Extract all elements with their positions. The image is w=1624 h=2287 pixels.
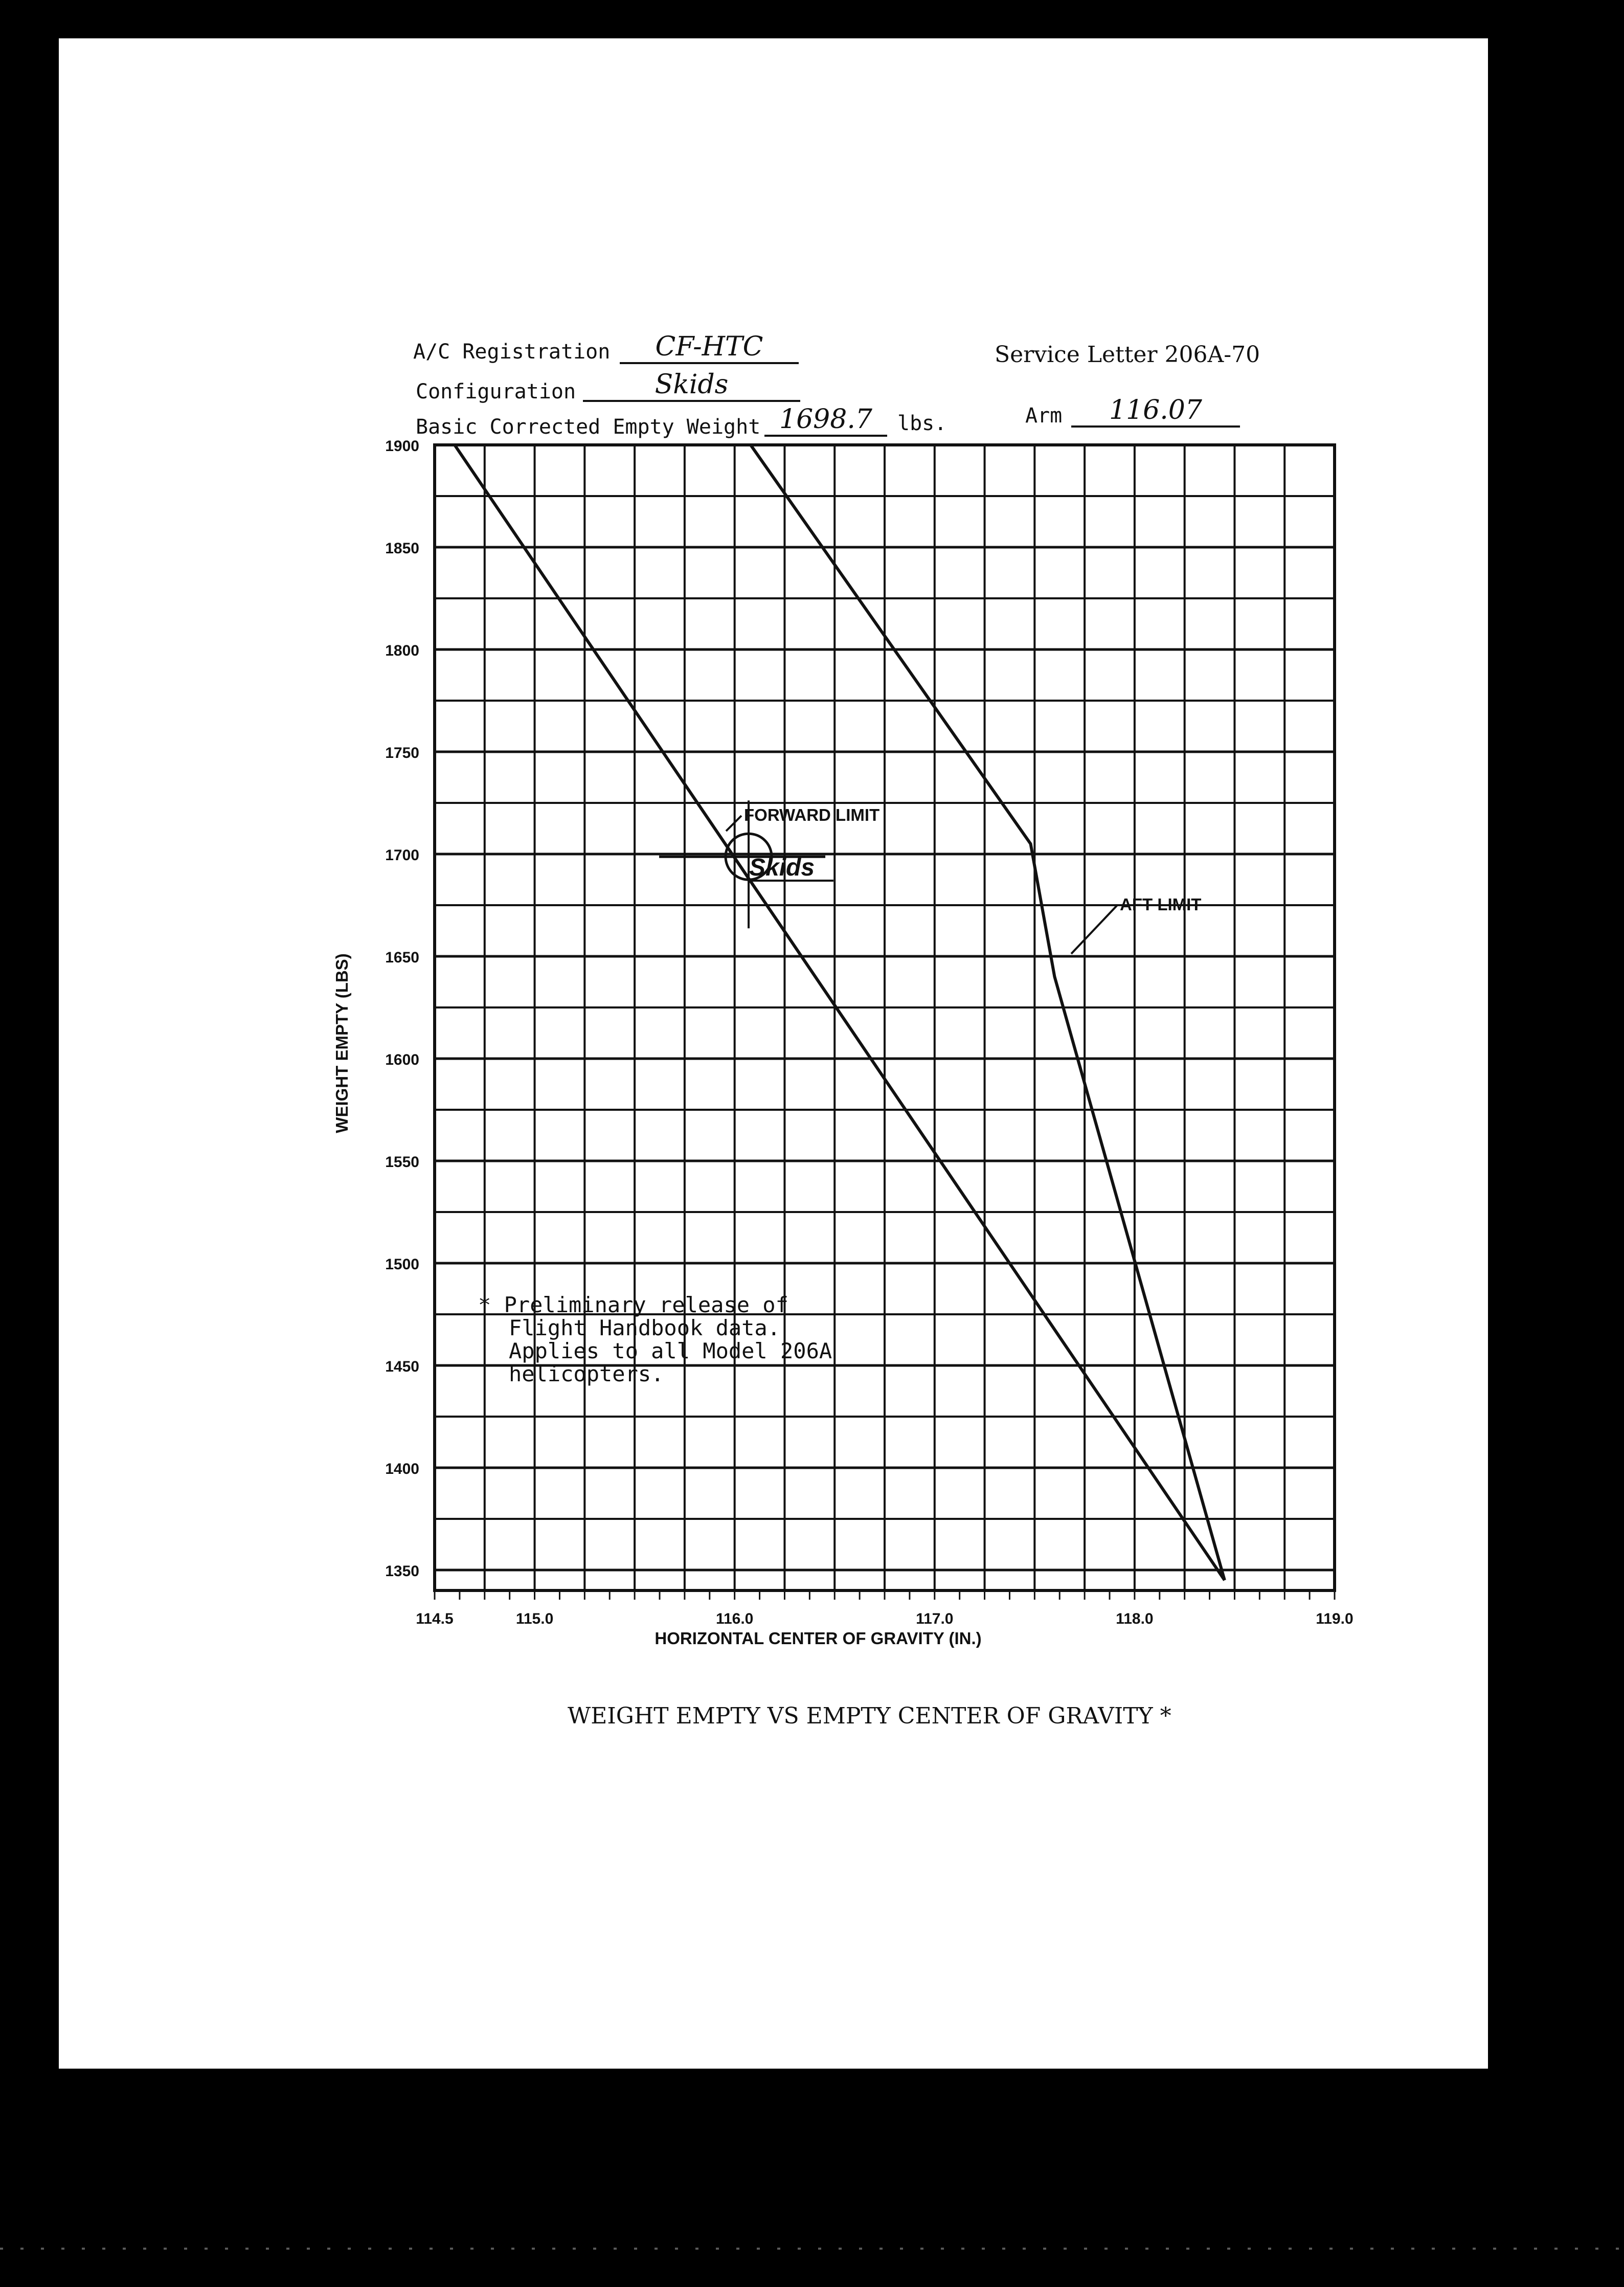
note-line-4: helicopters.: [509, 1361, 664, 1386]
y-tick-label: 1900: [385, 438, 419, 455]
y-tick-label: 1700: [385, 847, 419, 864]
y-tick-label: 1500: [385, 1256, 419, 1273]
configuration-value: Skids: [583, 369, 800, 402]
weight-unit: lbs.: [897, 412, 947, 435]
registration-label: A/C Registration: [413, 340, 611, 364]
chart-caption: WEIGHT EMPTY VS EMPTY CENTER OF GRAVITY *: [568, 1703, 1171, 1729]
y-axis-label: WEIGHT EMPTY (LBS): [332, 953, 351, 1133]
weight-label: Basic Corrected Empty Weight: [416, 415, 761, 439]
y-tick-label: 1850: [385, 540, 419, 557]
y-tick-label: 1450: [385, 1358, 419, 1375]
forward-limit-label: FORWARD LIMIT: [744, 805, 880, 824]
note-line-1: * Preliminary release of: [478, 1292, 788, 1317]
aft-limit-line: [751, 445, 1225, 1580]
x-tick-label: 119.0: [1316, 1610, 1354, 1627]
service-letter: Service Letter 206A-70: [995, 342, 1260, 368]
y-tick-label: 1800: [385, 642, 419, 659]
x-tick-label: 118.0: [1116, 1610, 1154, 1627]
point-label: Skids: [749, 854, 815, 881]
y-tick-label: 1750: [385, 745, 419, 761]
note-line-3: Applies to all Model 206A: [509, 1338, 832, 1363]
x-tick-label: 114.5: [416, 1610, 454, 1627]
y-tick-label: 1350: [385, 1563, 419, 1580]
aft-limit-leader: [1071, 905, 1117, 954]
forward-limit-line: [455, 445, 1225, 1580]
weight-value: 1698.7: [764, 404, 887, 437]
arm-label: Arm: [1025, 404, 1063, 428]
configuration-label: Configuration: [416, 380, 576, 403]
y-tick-label: 1600: [385, 1051, 419, 1068]
x-axis-label: HORIZONTAL CENTER OF GRAVITY (IN.): [655, 1629, 982, 1648]
x-tick-label: 115.0: [515, 1610, 554, 1627]
y-tick-label: 1650: [385, 949, 419, 966]
y-tick-label: 1400: [385, 1461, 419, 1477]
y-tick-label: 1550: [385, 1154, 419, 1171]
arm-value: 116.07: [1071, 395, 1240, 428]
aft-limit-label: AFT LIMIT: [1120, 895, 1202, 914]
note-line-2: Flight Handbook data.: [509, 1315, 781, 1340]
x-tick-label: 117.0: [916, 1610, 954, 1627]
x-tick-label: 116.0: [715, 1610, 754, 1627]
registration-value: CF-HTC: [620, 331, 799, 364]
